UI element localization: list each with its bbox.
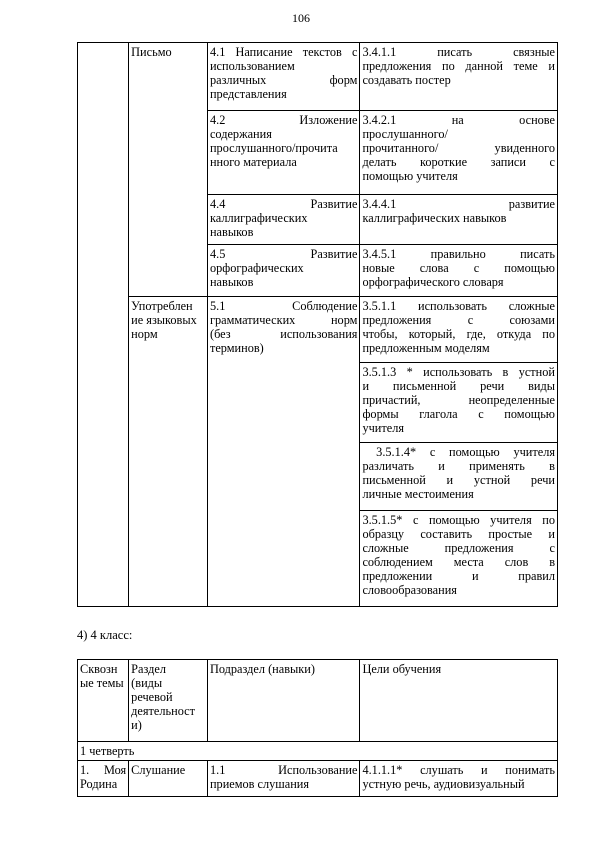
learning-goal-cell: 3.5.1.4* с помощью учителя различать и применять в письменной и устной речи личные местоимения <box>360 443 558 511</box>
section-heading: 4) 4 класс: <box>77 628 133 642</box>
section-cell: Слушание <box>129 761 208 797</box>
page-number: 106 <box>292 11 310 25</box>
subsection-cell: 4.5 Развитие орфографических навыков <box>207 245 359 297</box>
learning-goal-cell: 3.4.2.1 на основе прослушанного/ прочитанного/ увиденного делать короткие записи с помощью учителя <box>360 111 558 195</box>
curriculum-table-grade4 <box>77 659 558 797</box>
header-learning-goals: Цели обучения <box>360 660 558 742</box>
table-row <box>78 43 558 111</box>
subsection-cell: 4.2 Изложение содержания прослушанного/прочита нного материала <box>207 111 359 195</box>
table-row <box>78 761 558 797</box>
learning-goal-cell: 3.4.4.1 развитие каллиграфических навыков <box>360 195 558 245</box>
learning-goal-cell: 3.5.1.5* с помощью учителя по образцу составить простые и сложные предложения с соблюдением места слов в предложении и правил словообразования <box>360 511 558 607</box>
table-header-row <box>78 660 558 742</box>
section-cell: Употреблен ие языковых норм <box>129 297 208 607</box>
header-cross-cutting-themes: Сквозн ые темы <box>78 660 129 742</box>
learning-goal-cell: 3.4.5.1 правильно писать новые слова с помощью орфографического словаря <box>360 245 558 297</box>
curriculum-table-grade3 <box>77 42 558 607</box>
quarter-label: 1 четверть <box>78 742 558 761</box>
learning-goal-cell: 3.4.1.1 писать связные предложения по данной теме и создавать постер <box>360 43 558 111</box>
section-cell: Письмо <box>129 43 208 297</box>
cross-cutting-theme-cell <box>78 43 129 607</box>
subsection-cell: 4.4 Развитие каллиграфических навыков <box>207 195 359 245</box>
table-row <box>78 297 558 363</box>
quarter-row <box>78 742 558 761</box>
header-section: Раздел (виды речевой деятельност и) <box>129 660 208 742</box>
subsection-cell: 1.1 Использование приемов слушания <box>207 761 359 797</box>
learning-goal-cell: 4.1.1.1* слушать и понимать устную речь, аудиовизуальный <box>360 761 558 797</box>
subsection-cell: 4.1 Написание текстов с использованием различных форм представления <box>207 43 359 111</box>
learning-goal-cell: 3.5.1.3 * использовать в устной и письменной речи виды причастий, неопределенные формы глагола с помощью учителя <box>360 363 558 443</box>
subsection-cell: 5.1 Соблюдение грамматических норм (без использования терминов) <box>207 297 359 607</box>
learning-goal-cell: 3.5.1.1 использовать сложные предложения с союзами чтобы, который, где, откуда по предложенным моделям <box>360 297 558 363</box>
header-subsection: Подраздел (навыки) <box>207 660 359 742</box>
cross-cutting-theme-cell: 1. Моя Родина <box>78 761 129 797</box>
